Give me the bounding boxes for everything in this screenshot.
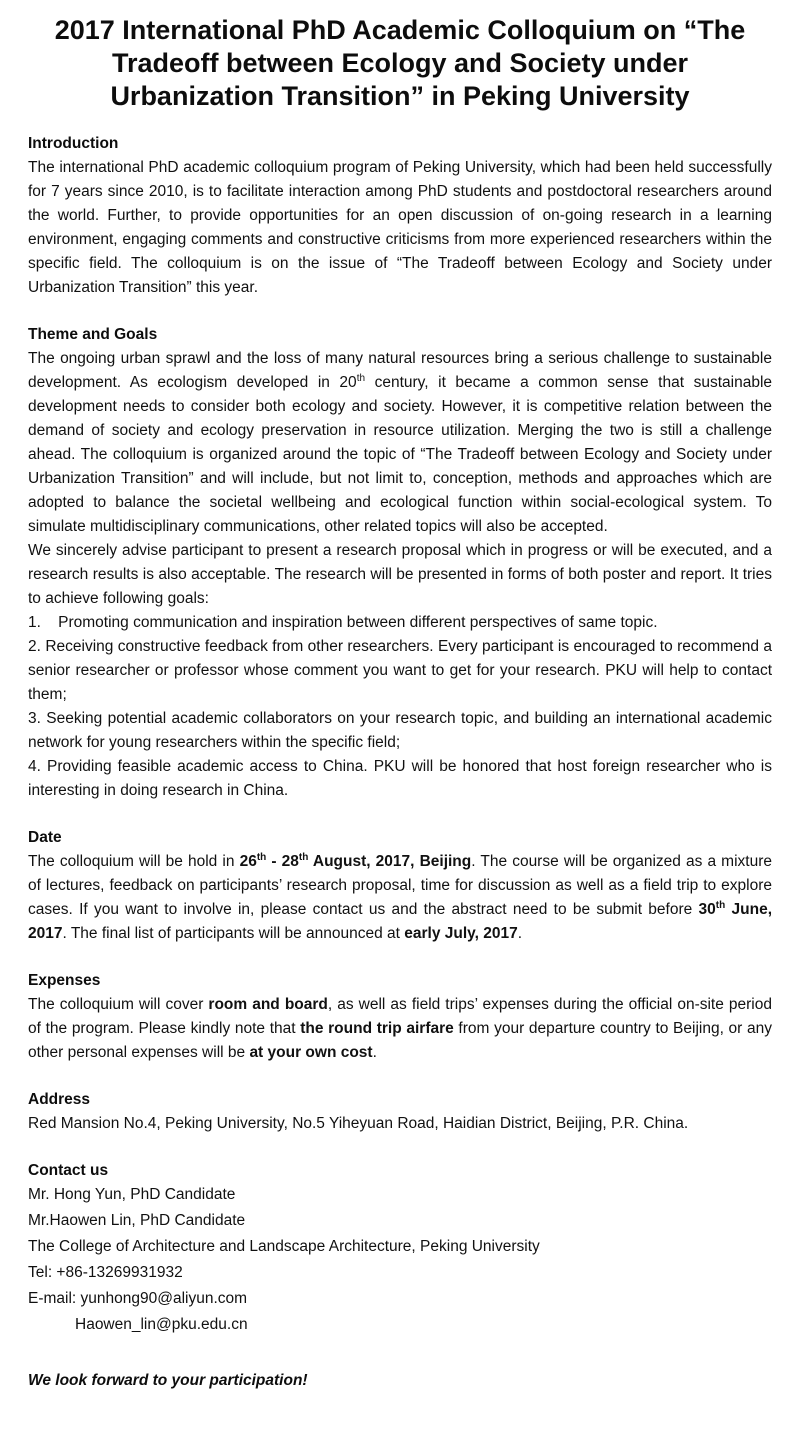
section-expenses [28,969,772,1065]
section-introduction [28,132,772,300]
contact-tel: Tel: +86-13269931932 [28,1264,183,1281]
contact-email-1: E-mail: yunhong90@aliyun.com [28,1290,248,1307]
goals-list [28,611,772,803]
contact-email-2: Haowen_lin@pku.edu.cn [75,1316,248,1333]
section-address [28,1088,772,1136]
goal-item-3: 3. Seeking potential academic collaborators on your research topic, and building an international academic network for young researchers within the specific field; [28,710,772,751]
contact-affiliation: The College of Architecture and Landscape Architecture, Peking University [28,1238,540,1255]
address-paragraph: Red Mansion No.4, Peking University, No.5 Yiheyuan Road, Haidian District, Beijing, P.R. China. [28,1115,689,1132]
date-heading: Date [28,829,62,846]
contact-name-1: Mr. Hong Yun, PhD Candidate [28,1186,236,1203]
date-paragraph: The colloquium will be hold in 26th - 28th August, 2017, Beijing. The course will be organized as a mixture of lectures, feedback on participants’ research proposal, time for discussion as well as a field trip to explore cases. If you want to involve in, please contact us and the abstract need to be submit before 30th June, 2017. The final list of participants will be announced at early July, 2017. [28,851,773,942]
document-title: 2017 International PhD Academic Colloquium on “The Tradeoff between Ecology and Society under Urbanization Transition” in Peking University [54,15,746,111]
theme-and-goals-heading: Theme and Goals [28,326,158,343]
expenses-heading: Expenses [28,972,101,989]
theme-paragraph-2: We sincerely advise participant to present a research proposal which in progress or will be executed, and a research results is also acceptable. The research will be presented in forms of both poster and report. It tries to achieve following goals: [28,542,772,607]
goal-item-1: 1. Promoting communication and inspiration between different perspectives of same topic. [28,614,658,631]
theme-paragraph-1: The ongoing urban sprawl and the loss of many natural resources bring a serious challenge to sustainable development. As ecologism developed in 20th century, it became a common sense that sustainable development needs to consider both ecology and society. However, it is competitive relation between the demand of society and ecology preservation in resource utilization. Merging the two is still a challenge ahead. The colloquium is organized around the topic of “The Tradeoff between Ecology and Society under Urbanization Transition” and will include, but not limit to, conception, methods and approaches which are adopted to balance the societal wellbeing and ecological function within social-ecological system. To simulate multidisciplinary communications, other related topics will also be accepted. [28,350,773,535]
section-theme-and-goals [28,323,772,803]
section-date [28,826,772,946]
contact-name-2: Mr.Haowen Lin, PhD Candidate [28,1212,246,1229]
goal-item-2: 2. Receiving constructive feedback from other researchers. Every participant is encouraged to recommend a senior researcher or professor whose comment you want to get for your research. PKU will help to contact them; [28,638,772,703]
introduction-paragraph: The international PhD academic colloquium program of Peking University, which had been held successfully for 7 years since 2010, is to facilitate interaction among PhD students and postdoctoral researchers around the world. Further, to provide opportunities for an open discussion of on-going research in a learning environment, engaging comments and constructive criticisms from more experienced researchers within the specific field. The colloquium is on the issue of “The Tradeoff between Ecology and Society under Urbanization Transition” this year. [28,159,772,296]
introduction-heading: Introduction [28,135,119,152]
section-contact-us [28,1159,772,1337]
expenses-paragraph: The colloquium will cover room and board, as well as field trips’ expenses during the official on-site period of the program. Please kindly note that the round trip airfare from your departure country to Beijing, or any other personal expenses will be at your own cost. [28,996,772,1061]
address-heading: Address [28,1091,91,1108]
contact-us-heading: Contact us [28,1162,109,1179]
goal-item-4: 4. Providing feasible academic access to China. PKU will be honored that host foreign researcher who is interesting in doing research in China. [28,758,772,799]
closing-note: We look forward to your participation! [28,1372,308,1389]
